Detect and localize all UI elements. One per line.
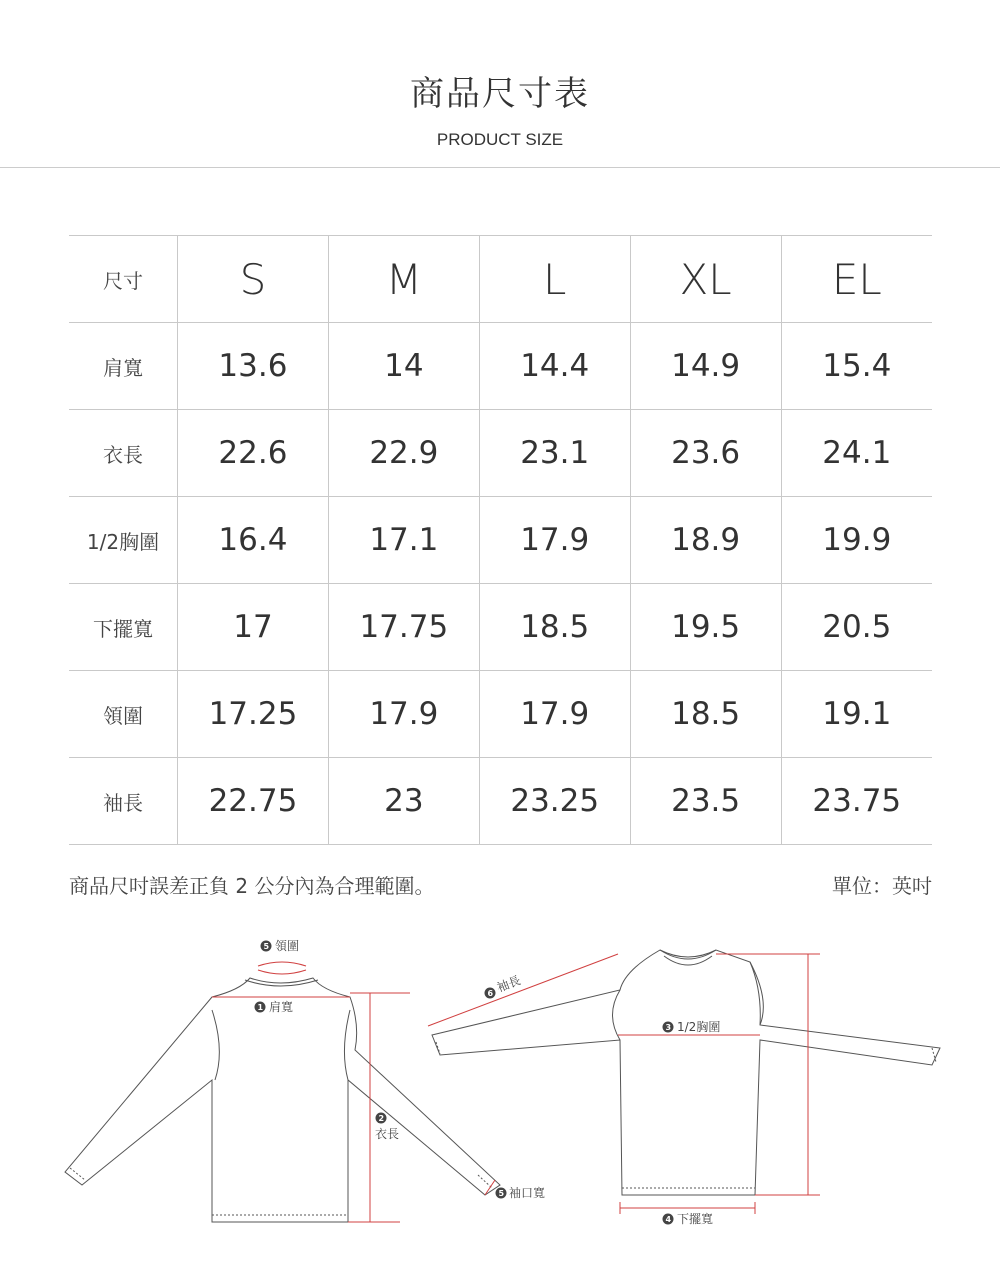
table-cell: 22.6 — [178, 410, 329, 497]
size-column-header: S — [178, 236, 329, 323]
table-cell: 17.9 — [328, 671, 479, 758]
shoulder-label — [255, 999, 294, 1014]
measure-label: 1/2胸圍 — [677, 1020, 721, 1034]
table-cell: 22.9 — [328, 410, 479, 497]
badge-number: 2 — [378, 1114, 385, 1123]
badge-number: 5 — [498, 1189, 505, 1198]
table-cell: 17 — [178, 584, 329, 671]
table-cell: 24.1 — [781, 410, 932, 497]
row-label: 領圍 — [69, 671, 178, 758]
badge-number: 1 — [257, 1003, 264, 1012]
row-label: 1/2胸圍 — [69, 497, 178, 584]
table-cell: 17.9 — [479, 671, 630, 758]
table-cell: 19.9 — [781, 497, 932, 584]
measure-label: 下擺寬 — [677, 1212, 714, 1226]
tolerance-note: 商品尺吋誤差正負 2 公分內為合理範圍。 — [69, 874, 435, 898]
header-divider — [0, 167, 1000, 168]
table-cell: 17.1 — [328, 497, 479, 584]
badge-number: 4 — [665, 1215, 672, 1224]
table-cell: 22.75 — [178, 758, 329, 845]
table-cell: 19.5 — [630, 584, 781, 671]
sleeve-label — [485, 972, 523, 998]
measure-label: 領圍 — [275, 939, 300, 953]
table-cell: 23.6 — [630, 410, 781, 497]
table-cell: 23.25 — [479, 758, 630, 845]
table-cell: 18.5 — [630, 671, 781, 758]
table-cell: 23.1 — [479, 410, 630, 497]
table-cell: 15.4 — [781, 323, 932, 410]
page-subtitle: PRODUCT SIZE — [436, 130, 564, 149]
chest-label — [663, 1019, 721, 1034]
hem-label — [663, 1211, 714, 1226]
length-label — [375, 1113, 399, 1142]
size-column-header: L — [479, 236, 630, 323]
table-cell: 16.4 — [178, 497, 329, 584]
measure-label: 肩寬 — [269, 1000, 294, 1014]
size-column-header: EL — [781, 236, 932, 323]
table-cell: 20.5 — [781, 584, 932, 671]
measure-label: 袖長 — [495, 973, 523, 995]
table-row — [69, 323, 932, 410]
row-label: 肩寬 — [69, 323, 178, 410]
unit-label: 單位：英吋 — [832, 874, 932, 898]
row-label: 下擺寬 — [69, 584, 178, 671]
table-row — [69, 671, 932, 758]
table-cell: 14.9 — [630, 323, 781, 410]
table-cell: 18.9 — [630, 497, 781, 584]
table-cell: 17.25 — [178, 671, 329, 758]
measurement-diagram — [0, 930, 1000, 1275]
table-cell: 23 — [328, 758, 479, 845]
table-cell: 14 — [328, 323, 479, 410]
shirt-back-illustration — [65, 978, 500, 1222]
badge-number: 3 — [665, 1023, 672, 1032]
table-cell: 23.75 — [781, 758, 932, 845]
size-column-header: M — [328, 236, 479, 323]
measure-label: 衣長 — [375, 1127, 400, 1141]
table-row — [69, 410, 932, 497]
badge-number: 5 — [263, 942, 270, 951]
row-label: 袖長 — [69, 758, 178, 845]
table-cell: 17.9 — [479, 497, 630, 584]
table-cell: 18.5 — [479, 584, 630, 671]
collar-label — [261, 939, 300, 953]
table-cell: 13.6 — [178, 323, 329, 410]
table-cell: 17.75 — [328, 584, 479, 671]
row-label: 衣長 — [69, 410, 178, 497]
measure-label: 袖口寬 — [509, 1186, 546, 1200]
table-row — [69, 758, 932, 845]
table-row — [69, 497, 932, 584]
back-measure-lines — [212, 962, 495, 1222]
table-row — [69, 584, 932, 671]
page-title: 商品尺寸表 — [410, 74, 590, 114]
size-header-row — [69, 236, 932, 323]
badge-number: 6 — [487, 989, 494, 998]
size-corner-label: 尺寸 — [69, 236, 178, 323]
table-cell: 19.1 — [781, 671, 932, 758]
table-cell: 23.5 — [630, 758, 781, 845]
size-column-header: XL — [630, 236, 781, 323]
table-cell: 14.4 — [479, 323, 630, 410]
size-table — [69, 235, 932, 845]
cuff-label — [496, 1185, 546, 1200]
